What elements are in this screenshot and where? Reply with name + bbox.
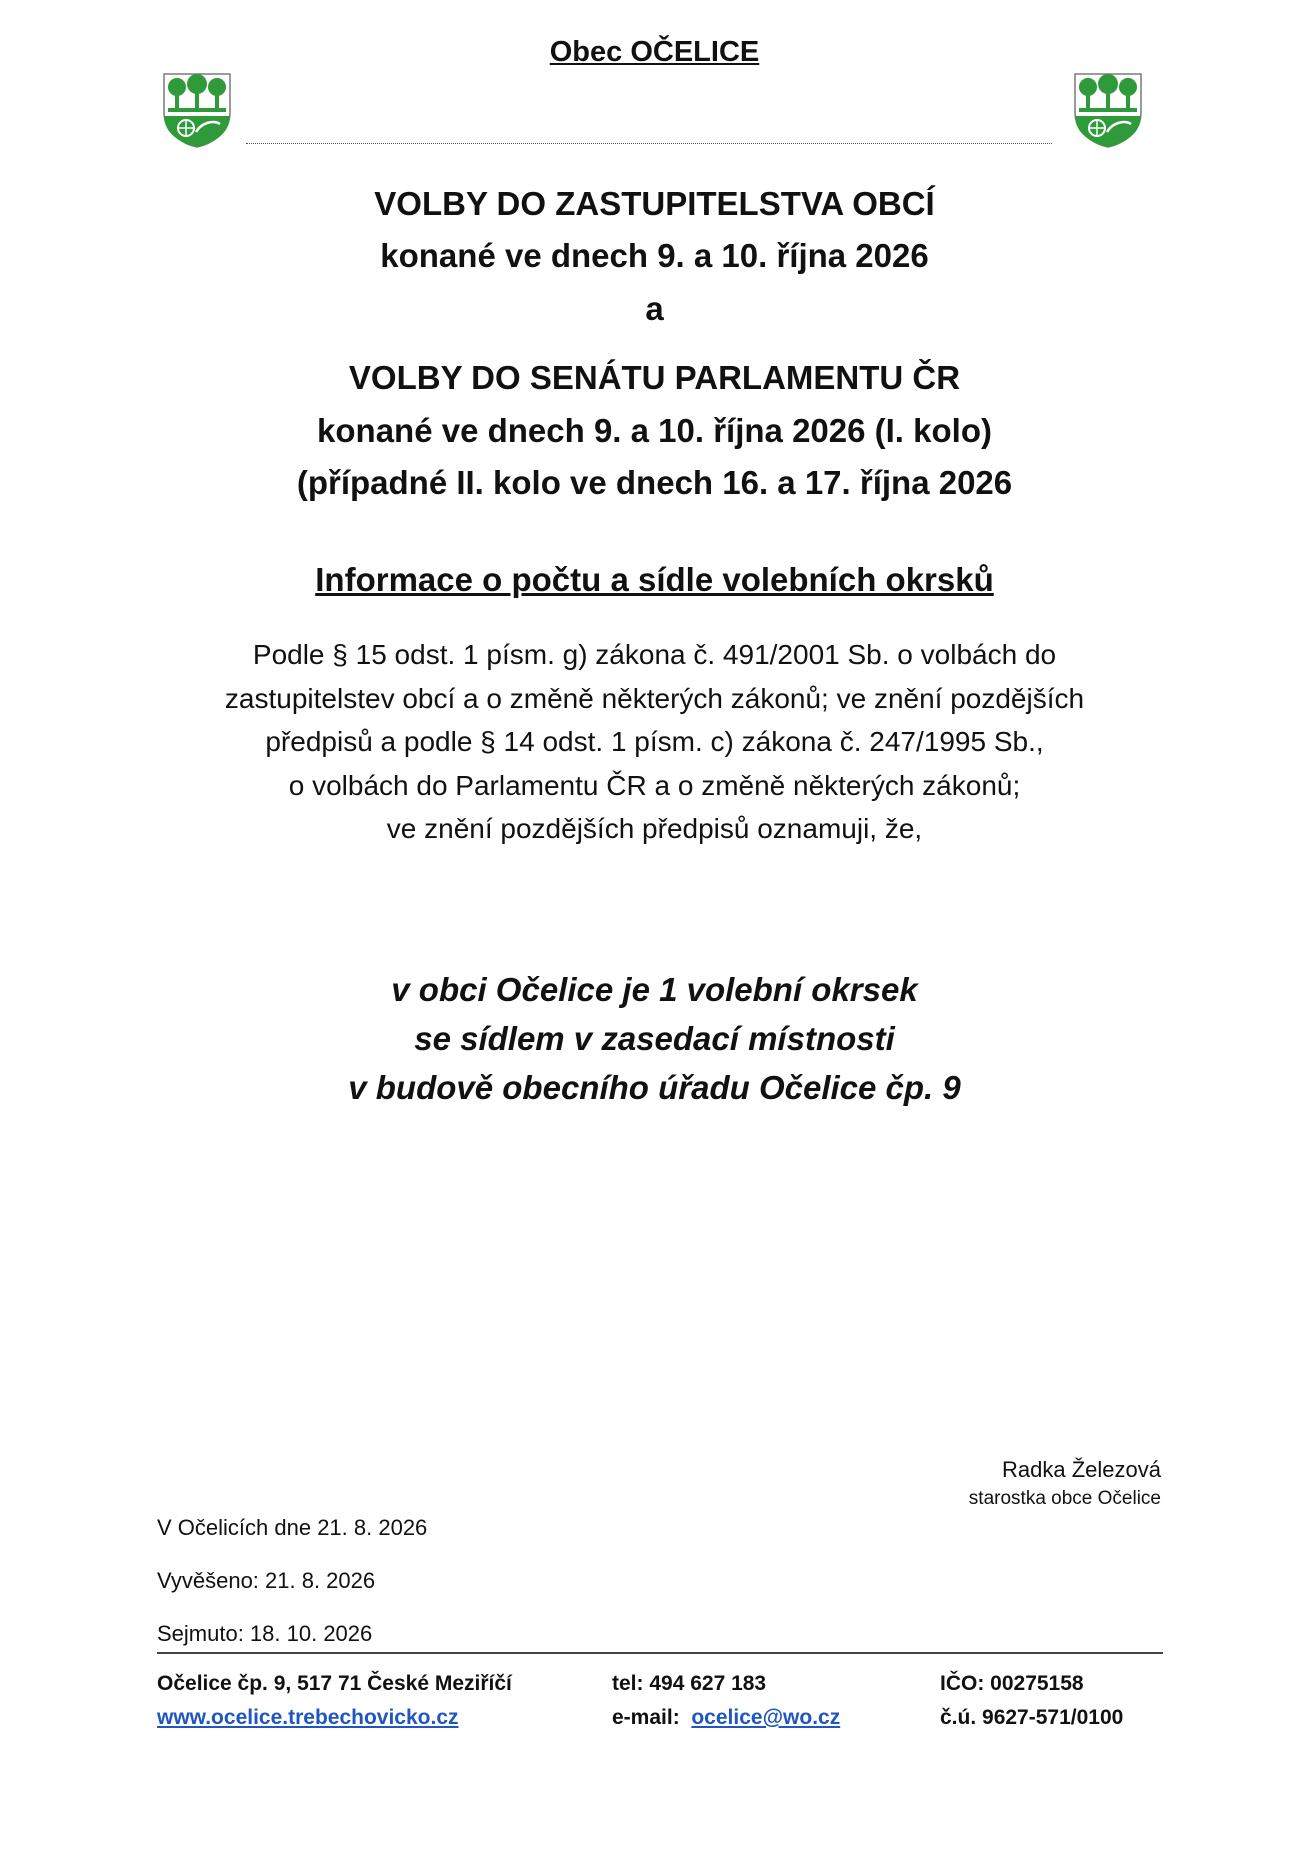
statement-line: v budově obecního úřadu Očelice čp. 9 <box>348 1069 961 1106</box>
signatory-name: Radka Železová <box>1002 1457 1161 1482</box>
footer-email <box>612 1706 840 1730</box>
statement-line: se sídlem v zasedací místnosti <box>414 1020 895 1057</box>
headline-second-round: (případné II. kolo ve dnech 16. a 17. října 2026 <box>296 464 1013 501</box>
legal-line: o volbách do Parlamentu ČR a o změně některých zákonů; <box>288 769 1021 801</box>
coat-of-arms-icon <box>162 72 232 148</box>
email-link[interactable]: ocelice@wo.cz <box>691 1706 841 1729</box>
info-heading: Informace o počtu a sídle volebních okrsků <box>315 561 994 598</box>
headline-municipal-dates: konané ve dnech 9. a 10. října 2026 <box>380 237 929 274</box>
organization-title: Obec OČELICE <box>549 36 760 68</box>
footer-phone: tel: 494 627 183 <box>612 1672 767 1695</box>
footer-address: Očelice čp. 9, 517 71 České Meziříčí <box>157 1672 512 1695</box>
header-divider <box>246 143 1052 144</box>
footer-ico: IČO: 00275158 <box>940 1672 1084 1695</box>
legal-line: Podle § 15 odst. 1 písm. g) zákona č. 491/2001 Sb. o volbách do <box>252 639 1057 670</box>
coat-of-arms-icon <box>1073 72 1143 148</box>
headline-senate-elections: VOLBY DO SENÁTU PARLAMENTU ČR <box>348 359 961 396</box>
removed-date: Sejmuto: 18. 10. 2026 <box>157 1621 373 1646</box>
issue-date: V Očelicích dne 21. 8. 2026 <box>157 1515 428 1540</box>
legal-line: zastupitelstev obcí a o změně některých zákonů; ve znění pozdějších <box>224 682 1085 714</box>
footer-website-link[interactable]: www.ocelice.trebechovicko.cz <box>157 1706 459 1729</box>
email-label: e-mail: <box>612 1706 680 1729</box>
signature-block <box>969 1455 1161 1513</box>
legal-basis-text <box>0 633 1309 851</box>
headline-senate-dates: konané ve dnech 9. a 10. října 2026 (I. kolo) <box>317 412 992 449</box>
signatory-role: starostka obce Očelice <box>968 1488 1161 1509</box>
headline-conjunction: a <box>645 290 664 327</box>
footer-bank-account: č.ú. 9627-571/0100 <box>940 1706 1124 1729</box>
headline-municipal-elections: VOLBY DO ZASTUPITELSTVA OBCÍ <box>374 185 935 222</box>
legal-line: ve znění pozdějších předpisů oznamuji, že, <box>386 813 923 844</box>
statement-line: v obci Očelice je 1 volební okrsek <box>391 971 918 1008</box>
posted-date: Vyvěšeno: 21. 8. 2026 <box>157 1568 376 1593</box>
footer-divider <box>157 1652 1163 1654</box>
legal-line: předpisů a podle § 14 odst. 1 písm. c) zákona č. 247/1995 Sb., <box>265 726 1044 757</box>
polling-district-statement <box>0 965 1309 1112</box>
